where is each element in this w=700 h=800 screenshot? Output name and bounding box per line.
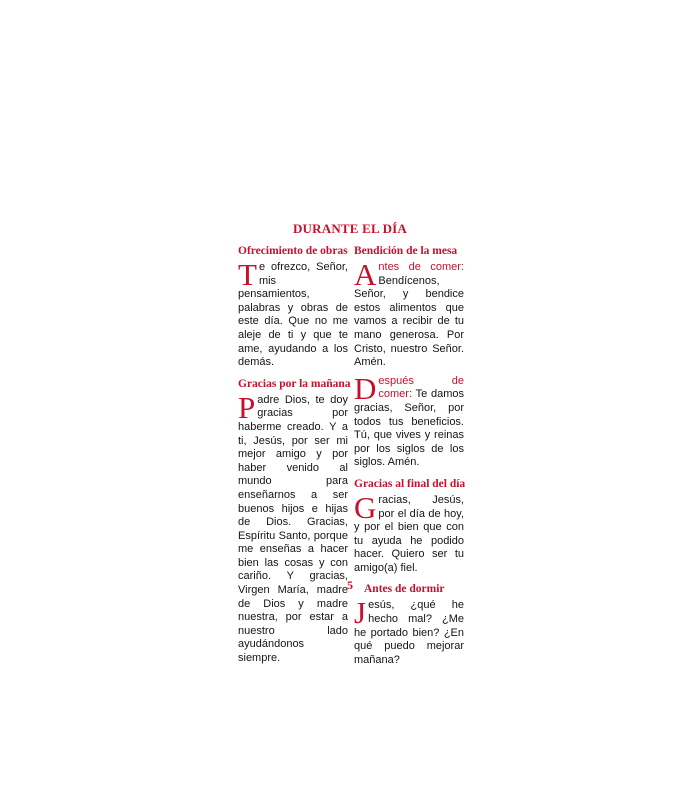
right-column: [354, 244, 464, 674]
lead-label-after-meal: espués de comer:: [378, 374, 464, 401]
section-table-blessing: [354, 244, 464, 470]
paragraph-text: Te damos gracias, Señor, por todos tus beneficios. Tú, que vives y reinas por los siglos de los siglos. Amén.: [354, 388, 464, 469]
paragraph-text: Bendícenos, Señor, y bendice estos alimentos que vamos a recibir de tu mano generosa. Por Cristo, nuestro Señor. Amén.: [354, 274, 464, 369]
page-number: 5: [347, 578, 353, 592]
section-text-end-of-day: [354, 489, 464, 576]
section-text-bedtime: [354, 595, 464, 667]
paragraph-text: racias, Jesús, por el día de hoy, y por el bien que con tu ayuda he podido hacer. Quiero ser tu amigo(a) fiel.: [354, 493, 464, 574]
drop-cap: P: [238, 389, 256, 425]
drop-cap: G: [354, 489, 377, 525]
section-heading-end-of-day: Gracias al final del día: [354, 477, 466, 490]
page-title: DURANTE EL DÍA: [292, 221, 408, 236]
section-text-offering: [238, 257, 348, 370]
section-text-morning-thanks: [238, 389, 348, 666]
section-offering: [238, 244, 348, 370]
paragraph-text: adre Dios, te doy gracias por haberme creado. Y a ti, Jesús, por ser mi mejor amigo y por haber venido al mundo para enseñarnos a ser buenos hijos e hijas de Dios. Gracias, Espíritu Santo, porque me enseñas a hacer bien las cosas y con cariño. Y gracias, Virgen María, madre de Dios y madre nuestra, por estar a nuestro lado ayudándonos siempre.: [238, 393, 348, 665]
drop-cap: D: [354, 370, 377, 406]
paragraph-text: esús, ¿qué he hecho mal? ¿Me he portado bien? ¿En qué puedo mejorar mañana?: [354, 599, 464, 666]
section-heading-table-blessing: Bendición de la mesa: [354, 245, 458, 257]
section-heading-bedtime: Antes de dormir: [364, 583, 445, 596]
section-heading-offering: Ofrecimiento de obras: [238, 245, 348, 257]
drop-cap: A: [354, 257, 377, 292]
section-end-of-day: [354, 477, 464, 576]
paragraph-text: e ofrezco, Señor, mis pensamientos, palabras y obras de este día. Que no me aleje de ti y que te ame, ayudando a los demás.: [238, 261, 348, 369]
section-morning-thanks: [238, 377, 351, 666]
drop-cap: T: [238, 257, 257, 292]
section-text-after-meal: [354, 370, 464, 470]
lead-label-before-meal: ntes de comer:: [378, 261, 464, 273]
section-heading-morning-thanks: Gracias por la mañana: [238, 377, 351, 390]
section-bedtime: [354, 582, 464, 667]
left-column: [238, 244, 351, 673]
drop-cap: J: [354, 595, 367, 631]
section-text-before-meal: [354, 257, 464, 370]
